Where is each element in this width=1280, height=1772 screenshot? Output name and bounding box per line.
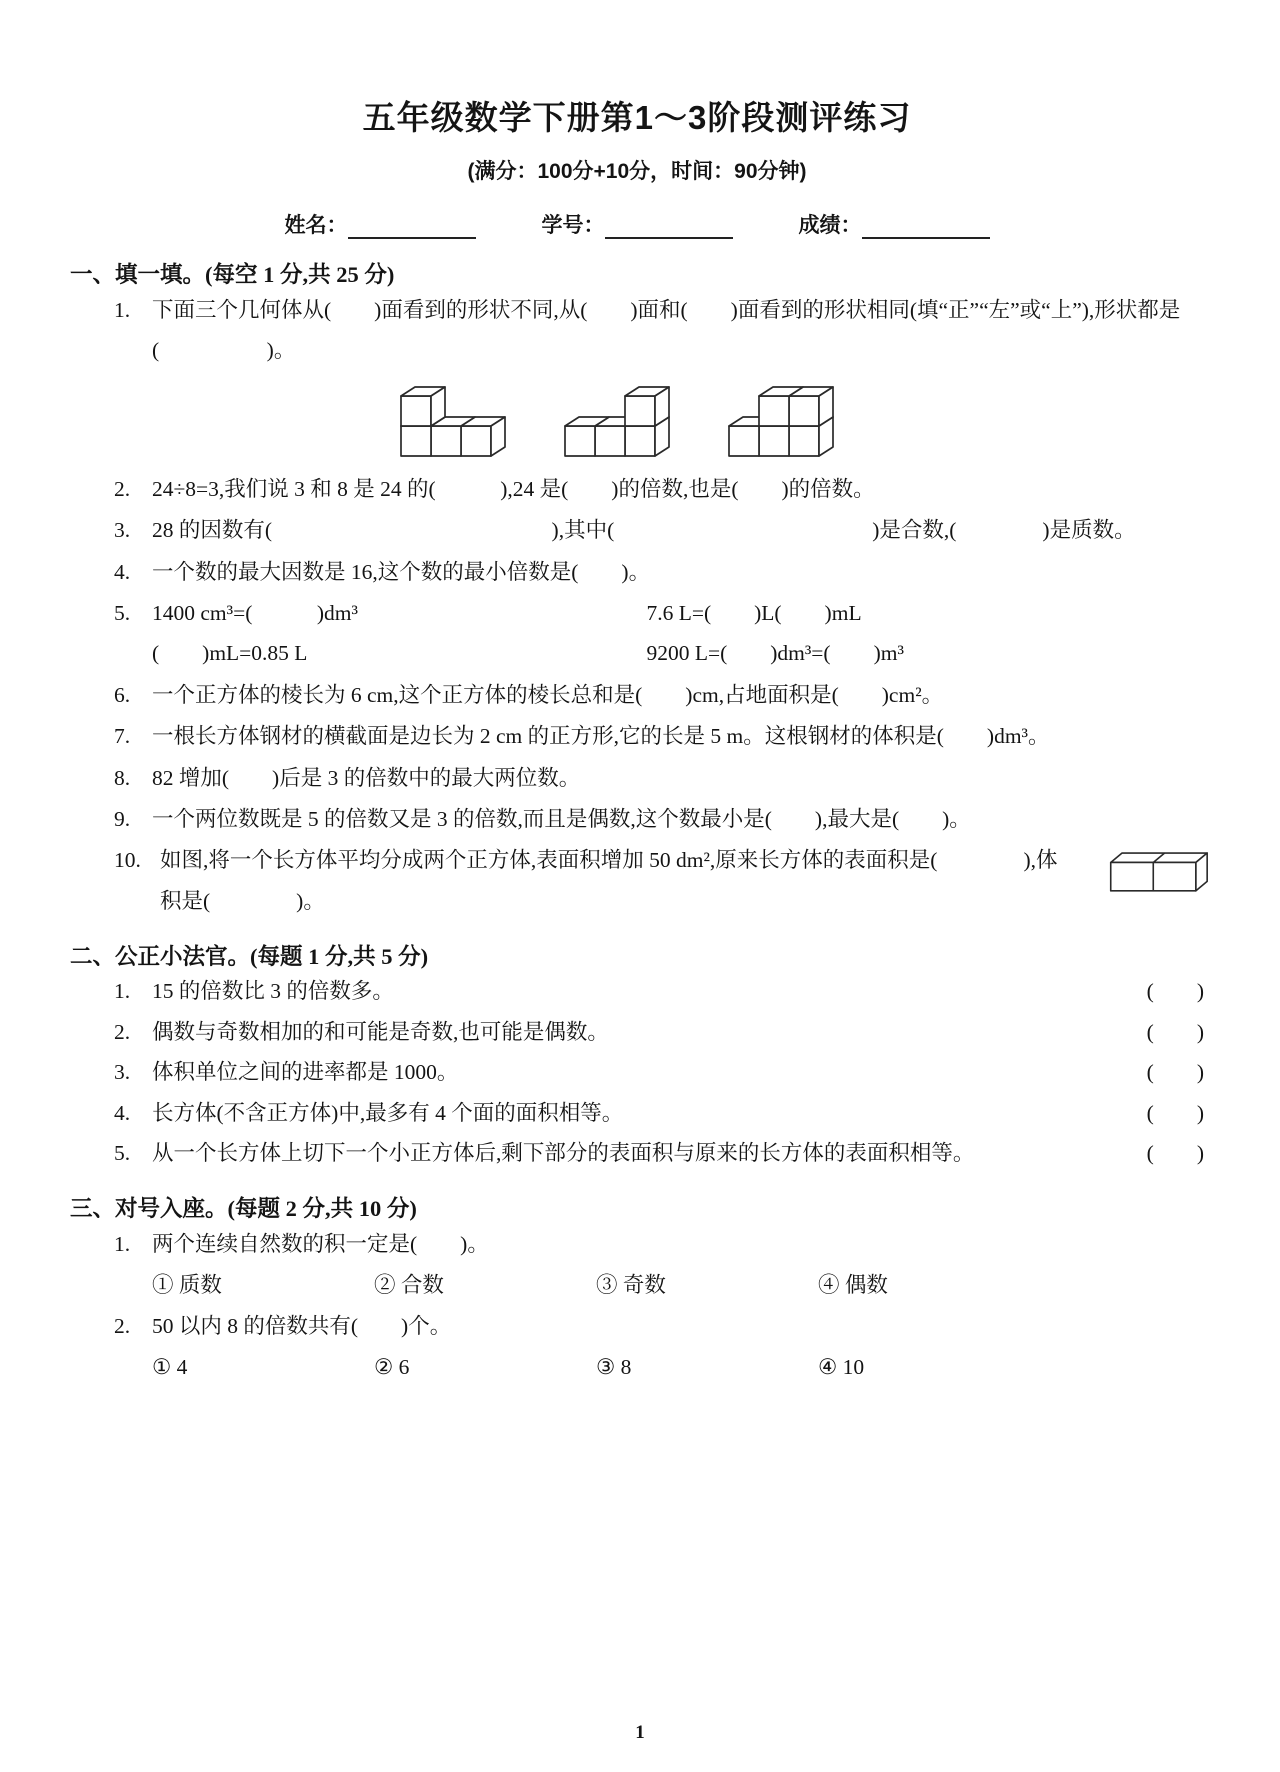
s2-item-5 [114,1133,1204,1173]
option-2: ② 6 [374,1354,410,1379]
s1-question-6 [114,675,1204,715]
student-id-blank-line [605,217,733,239]
student-info-row [70,209,1204,239]
question-number: 5. [114,601,131,626]
s1-question-8 [114,758,1204,798]
question-number: 3. [114,518,131,543]
judgment-bracket: ( ) [1146,979,1204,1004]
question-text: 两个连续自然数的积一定是( )。 [152,1232,489,1257]
section2-heading-main: 二、公正小法官。 [70,944,251,970]
conversion-cell: 1400 cm³=( )dm³ [152,601,358,626]
question-number: 10. [114,848,141,873]
question-number: 9. [114,807,131,832]
option-4: ④ 10 [818,1354,865,1379]
unit-conversion-grid [152,593,1204,674]
s3-question-1 [114,1224,1204,1264]
question-text: 一个正方体的棱长为 6 cm,这个正方体的棱长总和是( )cm,占地面积是( )cm²。 [152,682,944,707]
score-field [799,209,990,239]
cube-assembly-2-figure [548,379,686,461]
statement-text: 15 的倍数比 3 的倍数多。 [152,979,394,1004]
question-text: 50 以内 8 的倍数共有( )个。 [152,1314,452,1339]
section3-heading-note: (每题 2 分,共 10 分) [227,1196,417,1222]
s1-question-9 [114,799,1204,839]
statement-text: 偶数与奇数相加的和可能是奇数,也可能是偶数。 [152,1019,609,1044]
s2-item-1 [114,971,1204,1011]
s1-question-1 [114,290,1204,371]
divided-cuboid-figure [1106,846,1210,896]
question-number: 4. [114,1100,131,1125]
cube-assembly-1-figure [384,379,522,461]
question-number: 5. [114,1140,131,1165]
question-text: 一根长方体钢材的横截面是边长为 2 cm 的正方形,它的长是 5 m。这根钢材的体积是( )dm³。 [152,724,1050,749]
question-number: 4. [114,559,131,584]
conversion-cell: ( )mL=0.85 L [152,641,308,666]
s2-item-3 [114,1052,1204,1092]
question-number: 1. [114,1232,131,1257]
page-title: 五年级数学下册第1～3阶段测评练习 [362,99,912,136]
section1-heading-note: (每空 1 分,共 25 分) [205,262,395,287]
question-text: 一个两位数既是 5 的倍数又是 3 的倍数,而且是偶数,这个数最小是( ),最大是( )。 [152,807,971,832]
question-number: 1. [114,979,131,1004]
section1-heading [70,257,1204,289]
s3-question-2-options [152,1347,1204,1387]
option-3: ③ 奇数 [596,1272,666,1297]
judgment-bracket: ( ) [1146,1019,1204,1044]
s3-question-1-options [152,1265,1204,1305]
score-blank-line [862,217,990,239]
s2-item-4 [114,1093,1204,1133]
question-number: 8. [114,765,131,790]
s1-question-5 [114,593,1204,674]
question-number: 7. [114,724,131,749]
question-text: 如图,将一个长方体平均分成两个正方体,表面积增加 50 dm²,原来长方体的表面积是( ),体积是( )。 [160,848,1058,913]
name-blank-line [348,217,476,239]
question-number: 3. [114,1060,131,1085]
section3-heading-main: 三、对号入座。 [70,1196,228,1222]
statement-text: 体积单位之间的进率都是 1000。 [152,1060,459,1085]
s3-question-2 [114,1306,1204,1346]
section2-heading-note: (每题 1 分,共 5 分) [250,944,429,970]
score-label: 成绩： [798,214,862,237]
question-text: 一个数的最大因数是 16,这个数的最小倍数是( )。 [152,559,651,584]
option-1: ① 质数 [152,1272,222,1297]
section1-heading-main: 一、填一填。 [70,262,206,287]
s1-question-10 [114,840,1204,921]
cube-assembly-3-figure [712,379,850,461]
question-number: 2. [114,476,131,501]
statement-text: 长方体(不含正方体)中,最多有 4 个面的面积相等。 [152,1100,624,1125]
question-text: 28 的因数有( ),其中( )是合数,( )是质数。 [152,518,1136,543]
s1-question-2 [114,469,1204,509]
question-number: 2. [114,1019,131,1044]
section2-heading [70,939,1204,971]
question-text-wrap [160,840,1204,921]
question-text: 82 增加( )后是 3 的倍数中的最大两位数。 [152,765,581,790]
question-number: 2. [114,1314,131,1339]
s2-item-2 [114,1012,1204,1052]
question-text: 下面三个几何体从( )面看到的形状不同,从( )面和( )面看到的形状相同(填“正”“左”或“上”),形状都是( )。 [152,298,1181,363]
option-2: ② 合数 [374,1272,444,1297]
option-1: ① 4 [152,1354,188,1379]
conversion-cell: 7.6 L=( )L( )mL [646,601,862,626]
conversion-cell: 9200 L=( )dm³=( )m³ [646,641,904,666]
s1-question-3 [114,510,1204,550]
question-text: 24÷8=3,我们说 3 和 8 是 24 的( ),24 是( )的倍数,也是( )的倍数。 [152,476,875,501]
judgment-bracket: ( ) [1146,1140,1204,1165]
student-id-field [542,209,733,239]
judgment-bracket: ( ) [1146,1060,1204,1085]
option-4: ④ 偶数 [818,1272,888,1297]
option-3: ③ 8 [596,1354,632,1379]
page-number: 1 [635,1722,645,1743]
judgment-bracket: ( ) [1146,1100,1204,1125]
section3-heading [70,1191,1204,1223]
statement-text: 从一个长方体上切下一个小正方体后,剩下部分的表面积与原来的长方体的表面积相等。 [152,1140,975,1165]
page-subtitle: (满分：100分+10分，时间：90分钟) [467,160,807,183]
geometry-figures-row [70,379,1164,461]
question-number: 6. [114,682,131,707]
name-field [285,209,476,239]
s1-question-7 [114,716,1204,756]
question-number: 1. [114,298,131,322]
name-label: 姓名： [284,214,348,237]
s1-question-4 [114,552,1204,592]
student-id-label: 学号： [541,214,605,237]
